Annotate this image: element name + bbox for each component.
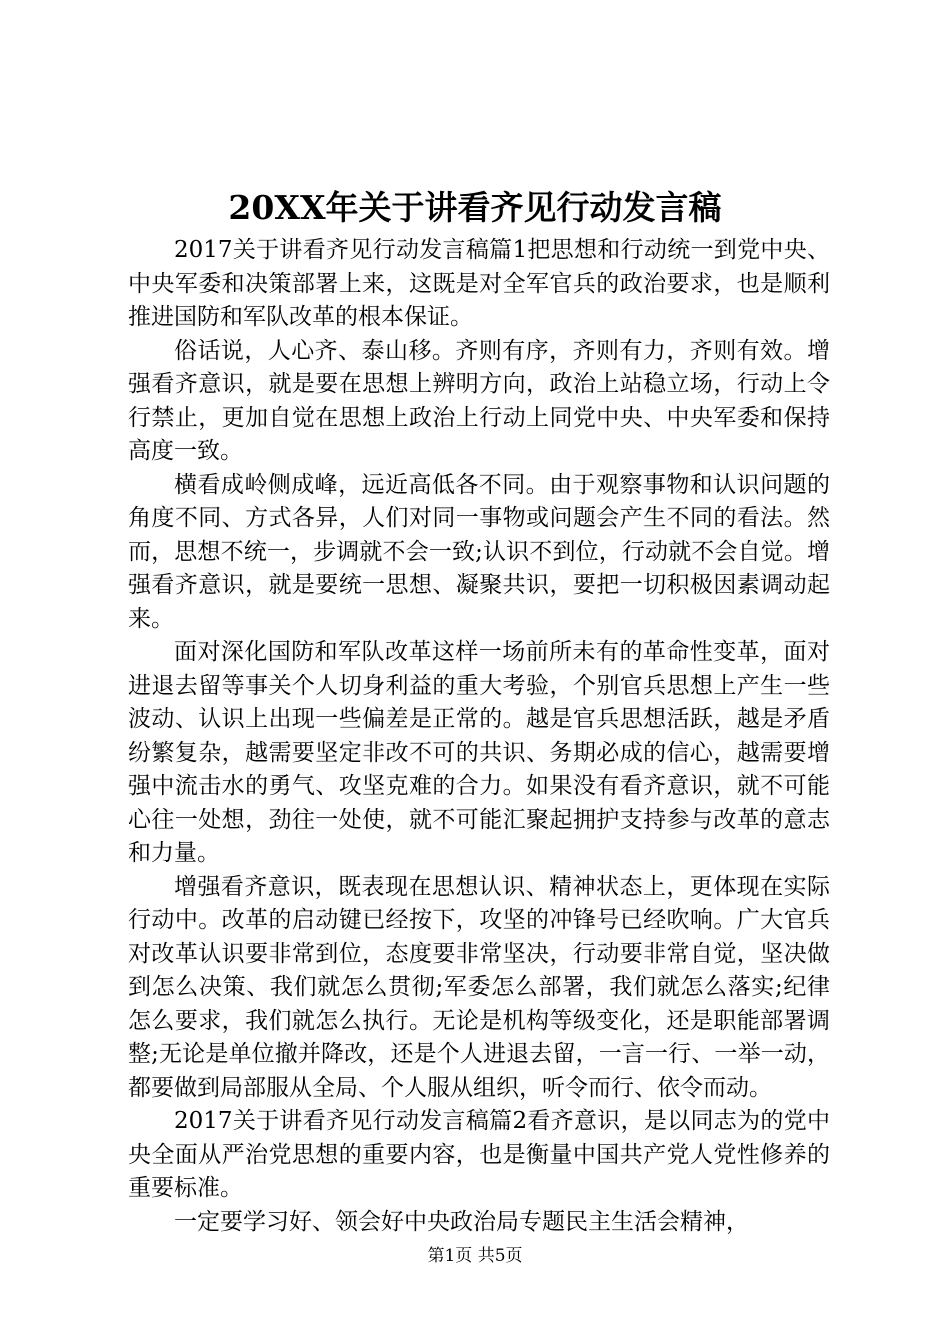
paragraph-4: 面对深化国防和军队改革这样一场前所未有的革命性变革，面对进退去留等事关个人切身利益的重大考验，个别官兵思想上产生一些波动、认识上出现一些偏差是正常的。越是官兵思想活跃，越是矛盾纷繁复杂，越需要坚定非改不可的共识、务期必成的信心，越需要增强中流击水的勇气、攻坚克难的合力。如果没有看齐意识，就不可能心往一处想，劲往一处使，就不可能汇聚起拥护支持参与改革的意志和力量。 — [128, 639, 830, 866]
page-number-footer: 第1页 共5页 — [427, 1246, 523, 1266]
paragraph-1: 2017关于讲看齐见行动发言稿篇1把思想和行动统一到党中央、中央军委和决策部署上来，这既是对全军官兵的政治要求，也是顺利推进国防和军队改革的根本保证。 — [128, 237, 830, 330]
document-title: 20XX年关于讲看齐见行动发言稿 — [228, 188, 722, 227]
paragraph-3: 横看成岭侧成峰，远近高低各不同。由于观察事物和认识问题的角度不同、方式各异，人们对同一事物或问题会产生不同的看法。然而，思想不统一，步调就不会一致;认识不到位，行动就不会自觉。增强看齐意识，就是要统一思想、凝聚共识，要把一切积极因素调动起来。 — [128, 471, 830, 632]
paragraph-2: 俗话说，人心齐、泰山移。齐则有序，齐则有力，齐则有效。增强看齐意识，就是要在思想上辨明方向，政治上站稳立场，行动上令行禁止，更加自觉在思想上政治上行动上同党中央、中央军委和保持高度一致。 — [128, 337, 830, 464]
document-body — [128, 234, 830, 1239]
paragraph-6: 2017关于讲看齐见行动发言稿篇2看齐意识，是以同志为的党中央全面从严治党思想的重要内容，也是衡量中国共产党人党性修养的重要标准。 — [128, 1108, 830, 1201]
paragraph-5: 增强看齐意识，既表现在思想认识、精神状态上，更体现在实际行动中。改革的启动键已经按下，攻坚的冲锋号已经吹响。广大官兵对改革认识要非常到位，态度要非常坚决，行动要非常自觉，坚决做到怎么决策、我们就怎么贯彻;军委怎么部署，我们就怎么落实;纪律怎么要求，我们就怎么执行。无论是机构等级变化，还是职能部署调整;无论是单位撤并降改，还是个人进退去留，一言一行、一举一动，都要做到局部服从全局、个人服从组织，听令而行、依令而动。 — [128, 873, 830, 1101]
paragraph-7: 一定要学习好、领会好中央政治局专题民主生活会精神， — [174, 1208, 749, 1235]
